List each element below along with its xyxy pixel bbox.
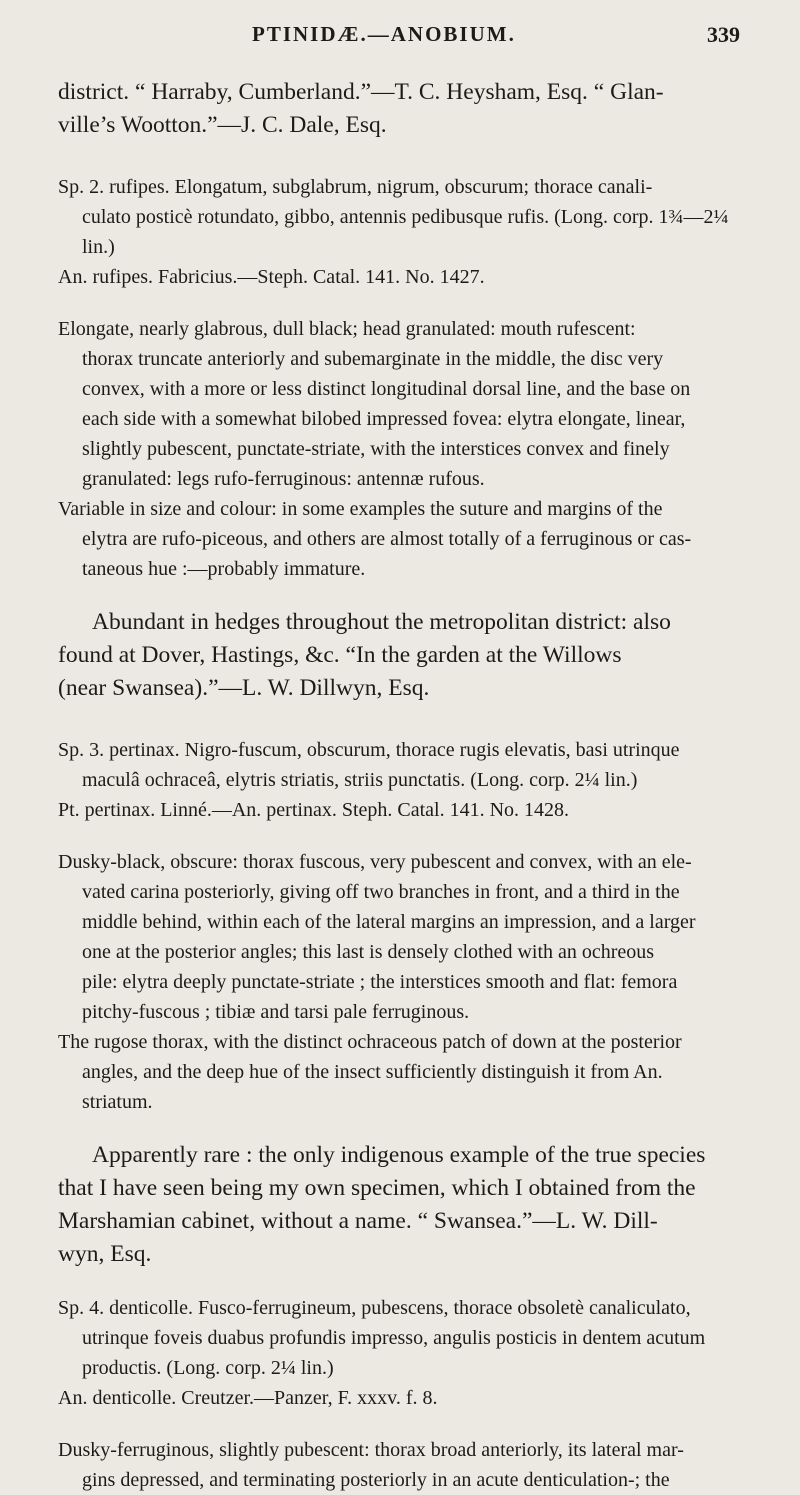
- text-line: taneous hue :—probably immature.: [82, 558, 366, 580]
- paragraph-rarity-pertinax: [58, 1139, 770, 1271]
- text-line: An. denticolle. Creutzer.—Panzer, F. xxxv. f. 8.: [58, 1387, 438, 1409]
- text-line: Elongate, nearly glabrous, dull black; head granulated: mouth rufescent:: [58, 318, 636, 340]
- text-line: angles, and the deep hue of the insect sufficiently distinguish it from An.: [82, 1061, 663, 1083]
- text-line: pitchy-fuscous ; tibiæ and tarsi pale ferruginous.: [82, 1001, 470, 1023]
- text-line: utrinque foveis duabus profundis impresso, angulis posticis in dentem acutum: [82, 1327, 706, 1349]
- text-line: wyn, Esq.: [58, 1241, 152, 1267]
- page-number: 339: [707, 22, 740, 47]
- text-line: Apparently rare : the only indigenous example of the true species: [92, 1142, 706, 1168]
- page-body: [58, 76, 770, 1495]
- text-line: one at the posterior angles; this last is densely clothed with an ochreous: [82, 941, 655, 963]
- text-line: elytra are rufo-piceous, and others are almost totally of a ferruginous or cas-: [82, 528, 692, 550]
- species-description-pertinax: [58, 847, 770, 1117]
- text-line: ville’s Wootton.”—J. C. Dale, Esq.: [58, 112, 387, 138]
- text-line: found at Dover, Hastings, &c. “In the garden at the Willows: [58, 642, 622, 668]
- text-line: Sp. 2. rufipes. Elongatum, subglabrum, nigrum, obscurum; thorace canali-: [58, 176, 653, 198]
- text-line: maculâ ochraceâ, elytris striatis, striis punctatis. (Long. corp. 2¼ lin.): [82, 769, 638, 791]
- species-diagnosis-denticolle: [58, 1293, 770, 1413]
- text-line: that I have seen being my own specimen, which I obtained from the: [58, 1175, 696, 1201]
- text-line: An. rufipes. Fabricius.—Steph. Catal. 141. No. 1427.: [58, 266, 485, 288]
- text-line: Sp. 3. pertinax. Nigro-fuscum, obscurum, thorace rugis elevatis, basi utrinque: [58, 739, 680, 761]
- text-line: Dusky-black, obscure: thorax fuscous, very pubescent and convex, with an ele-: [58, 851, 692, 873]
- text-line: Dusky-ferruginous, slightly pubescent: thorax broad anteriorly, its lateral mar-: [58, 1439, 684, 1461]
- species-diagnosis-pertinax: [58, 735, 770, 825]
- text-line: lin.): [82, 236, 115, 258]
- text-line: Abundant in hedges throughout the metropolitan district: also: [92, 609, 671, 635]
- running-title: PTINIDÆ.—ANOBIUM.: [252, 22, 516, 46]
- species-diagnosis-rufipes: [58, 172, 770, 292]
- text-line: district. “ Harraby, Cumberland.”—T. C. Heysham, Esq. “ Glan-: [58, 79, 664, 105]
- text-line: Marshamian cabinet, without a name. “ Swansea.”—L. W. Dill-: [58, 1208, 658, 1234]
- text-line: productis. (Long. corp. 2¼ lin.): [82, 1357, 334, 1379]
- text-line: Pt. pertinax. Linné.—An. pertinax. Steph. Catal. 141. No. 1428.: [58, 799, 570, 821]
- text-line: culato posticè rotundato, gibbo, antennis pedibusque rufis. (Long. corp. 1¾—2¼: [82, 206, 729, 228]
- text-line: Variable in size and colour: in some examples the suture and margins of the: [58, 498, 663, 520]
- text-line: gins depressed, and terminating posteriorly in an acute denticulation-; the: [82, 1469, 670, 1491]
- text-line: Sp. 4. denticolle. Fusco-ferrugineum, pubescens, thorace obsoletè canaliculato,: [58, 1297, 691, 1319]
- page-header: [0, 14, 800, 54]
- paragraph-locality-records: [58, 76, 770, 142]
- paragraph-habitat-rufipes: [58, 606, 770, 705]
- text-line: middle behind, within each of the lateral margins an impression, and a larger: [82, 911, 696, 933]
- text-line: each side with a somewhat bilobed impressed fovea: elytra elongate, linear,: [82, 408, 686, 430]
- text-line: convex, with a more or less distinct longitudinal dorsal line, and the base on: [82, 378, 691, 400]
- text-line: slightly pubescent, punctate-striate, with the interstices convex and finely: [82, 438, 670, 460]
- text-line: striatum.: [82, 1091, 153, 1113]
- text-line: (near Swansea).”—L. W. Dillwyn, Esq.: [58, 675, 430, 701]
- species-description-denticolle: [58, 1435, 770, 1495]
- text-line: granulated: legs rufo-ferruginous: antennæ rufous.: [82, 468, 485, 490]
- text-line: pile: elytra deeply punctate-striate ; the interstices smooth and flat: femora: [82, 971, 678, 993]
- species-description-rufipes: [58, 314, 770, 584]
- text-line: The rugose thorax, with the distinct ochraceous patch of down at the posterior: [58, 1031, 682, 1053]
- text-line: vated carina posteriorly, giving off two branches in front, and a third in the: [82, 881, 680, 903]
- text-line: thorax truncate anteriorly and subemarginate in the middle, the disc very: [82, 348, 664, 370]
